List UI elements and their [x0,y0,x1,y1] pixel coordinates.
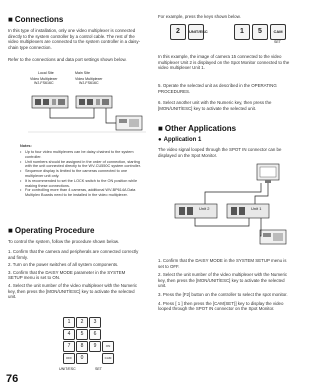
operating-steps [8,249,141,300]
keypad [55,317,115,383]
keypad-label-set: SET [95,367,102,371]
step-5: 5. Operate the selected unit as described in the OPERATING PROCEDURES. [158,83,277,94]
notes-heading: Notes: [20,144,32,148]
step-6: 6. Select another unit with the Numeric key, then press the [MON/UNIT/ESC] key to activate the selected unit. [158,100,272,111]
keypad-key-2[interactable]: 2 [76,317,88,328]
example-text: For example, press the keys shown below. [158,14,241,19]
note-item: • Unit numbers should be assigned in the order of connection, starting with the unit connected directly to the WV-CU550C system controller. [20,159,141,169]
vm-right-model: WJ-FS616C [79,81,99,85]
vm-right-label: Video Multiplexer [75,77,103,81]
note-item: • Up to four video multiplexers can be daisy chained to the system controller. [20,150,134,159]
operating-step: 3. Confirm that the DAISY MODE parameter in the SYSTEM SETUP menu is set to ON. [8,269,126,281]
keypad-key-6[interactable]: 6 [89,329,101,340]
main-site-label: Main Site [75,71,90,75]
application-diagram-drawing [165,162,290,250]
vm-left-model: WJ-FS616C [34,81,54,85]
keypad-key-1[interactable]: 1 [63,317,75,328]
application-step: 3. Press the [F2] button on the controller to select the spot monitor. [158,291,288,297]
keypad-key-4[interactable]: 4 [63,329,75,340]
note-item: • Sequence display is limited to the cameras connected to one multiplexer unit only. [20,169,128,178]
connections-body: In this type of installation, only one video multiplexer is connected directly to the system controller by a control cable. The rest of the video multiplexers are connected to the system controller in a daisy-chain type connection. [8,28,141,50]
keypad-key-7[interactable]: 7 [63,341,75,352]
keypad-key-0[interactable]: 0 [76,353,88,364]
application-1-body: The video signal looped through the SPOT IN connector can be displayed on the Spot Monitor. [158,147,282,158]
example-key-cam[interactable]: CAM [270,24,286,40]
operating-intro: To control the system, follow the procedure shown below. [8,239,120,244]
application-1-heading: ● Application 1 [158,137,201,143]
vm-left-label: Video Multiplexer [30,77,58,81]
connection-diagram [28,71,146,137]
example-key-1[interactable]: 1 [234,24,250,40]
notes-list [20,150,142,198]
connection-diagram-drawing [28,86,146,136]
keypad-key-on[interactable]: ON [102,341,114,352]
operating-heading: ■ Operating Procedure [8,226,94,235]
page-number: 76 [6,373,19,385]
example-key-unit-esc[interactable]: UNIT/ESC [188,24,204,40]
application-steps [158,258,293,312]
operating-step: 2. Turn on the power switches of all system components. [8,262,119,268]
application-step: 1. Confirm that the DAISY MODE in the SYSTEM SETUP menu is set to OFF. [158,258,287,269]
example-paragraph: In this example, the image of camera 15 connected to the video multiplexer Unit 2 is displayed on the Spot Monitor connected to the video multiplexer Unit 1. [158,54,290,71]
example-key-2[interactable]: 2 [170,24,186,40]
application-step: 4. Press [ 1 ] then press the [CAM(SET)] key to display the video looped through the SPOT IN connector on the Spot Monitor. [158,300,284,312]
note-item: • For controlling more than 4 cameras, additional WV-BP614A Data Multiplex Boards need to be installed in the video multiplexer. [20,188,136,198]
unit-1-label: Unit 1 [251,206,262,211]
keypad-key-off[interactable]: OFF [63,353,75,364]
keypad-key-3[interactable]: 3 [89,317,101,328]
example-keys [170,24,290,44]
keypad-key-8[interactable]: 8 [76,341,88,352]
example-key-5[interactable]: 5 [252,24,268,40]
keypad-label-unit-esc: UNIT/ESC [59,367,76,371]
example-label-set: SET [274,40,281,44]
operating-step: 1. Confirm that the camera and peripherals are connected correctly and firmly. [8,249,139,260]
unit-2-label: Unit 2 [199,206,210,211]
keypad-key-cam[interactable]: CAM [102,353,114,364]
keypad-key-9[interactable]: 9 [89,341,101,352]
local-site-label: Local Site [38,71,54,75]
application-step: 2. Select the unit number of the video multiplexer with the Numeric key, then press the [MON/UNIT/ESC] key to activate the selected unit. [158,272,288,289]
operating-step: 4. Select the unit number of the video multiplexer with the Numeric key, then press the [MON/UNIT/ESC] key to activate the selected unit. [8,282,138,300]
other-applications-heading: ■ Other Applications [158,124,236,133]
application-diagram [165,162,290,250]
keypad-key-5[interactable]: 5 [76,329,88,340]
note-item: • It is recommended to set the LOCK switch to the ON position while making these connections. [20,178,138,188]
connections-refer-text: Refer to the connections and data port settings shown below. [8,57,127,62]
connections-heading: ■ Connections [8,15,63,24]
